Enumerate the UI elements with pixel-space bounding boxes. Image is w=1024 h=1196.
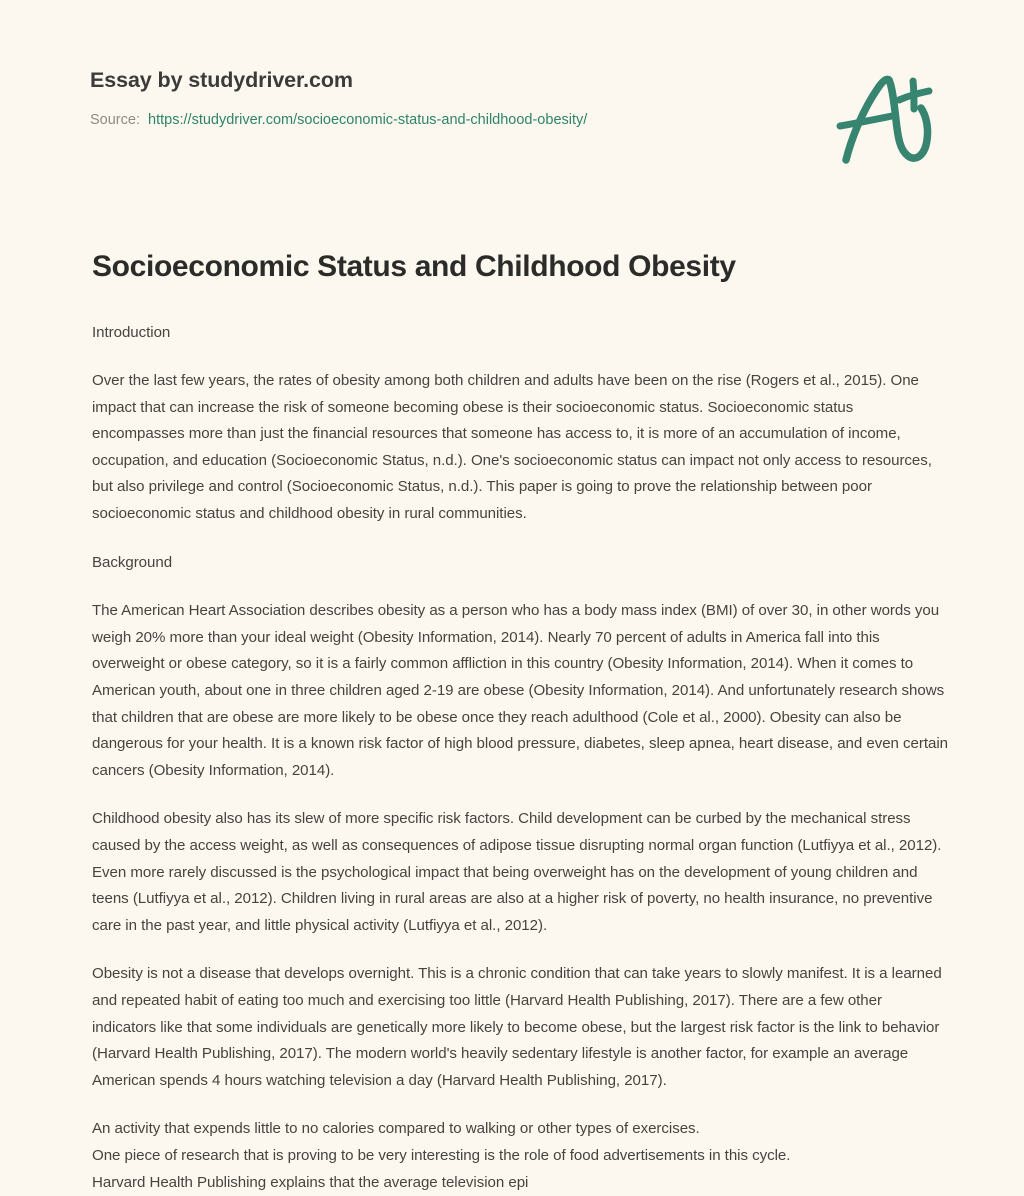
page-header	[0, 0, 1024, 200]
paragraph-background-1: The American Heart Association describes obesity as a person who has a body mass index (BMI) of over 30, in other words you weigh 20% more than your ideal weight (Obesity Information, 2014). Nearly 70 percent of adults in America fall into this overweight or obese category, so it is a fairly common affliction in this country (Obesity Information, 2014). When it comes to American youth, about one in three children aged 2-19 are obese (Obesity Information, 2014). And unfortunately research shows that children that are obese are more likely to be obese once they reach adulthood (Cole et al., 2000). Obesity can also be dangerous for your health. It is a known risk factor of high blood pressure, diabetes, sleep apnea, heart disease, and even certain cancers (Obesity Information, 2014).	[92, 602, 948, 779]
paragraph-background-4-line-1: An activity that expends little to no calories compared to walking or other types of exercises.	[92, 1120, 700, 1138]
source-line	[90, 110, 944, 130]
brand-title: Essay by studydriver.com	[90, 68, 353, 92]
paragraph-introduction: Over the last few years, the rates of obesity among both children and adults have been on the rise (Rogers et al., 2015). One impact that can increase the risk of someone becoming obese is their socioeconomic status. Socioeconomic status encompasses more than just the financial resources that someone has access to, it is more of an accumulation of income, occupation, and education (Socioeconomic Status, n.d.). One's socioeconomic status can impact not only access to resources, but also privilege and control (Socioeconomic Status, n.d.). This paper is going to prove the relationship between poor socioeconomic status and childhood obesity in rural communities.	[92, 372, 932, 523]
paragraph-background-2: Childhood obesity also has its slew of more specific risk factors. Child development can be curbed by the mechanical stress caused by the access weight, as well as consequences of adipose tissue disrupting normal organ function (Lutfiyya et al., 2012). Even more rarely discussed is the psychological impact that being overweight has on the development of young children and teens (Lutfiyya et al., 2012). Children living in rural areas are also at a higher risk of poverty, no health insurance, no preventive care in the past year, and little physical activity (Lutfiyya et al., 2012).	[92, 810, 942, 934]
section-heading-background: Background	[92, 553, 173, 571]
section-heading-introduction: Introduction	[92, 323, 171, 341]
paragraph-background-3: Obesity is not a disease that develops overnight. This is a chronic condition that can take years to slowly manifest. It is a learned and repeated habit of eating too much and exercising too little (Harvard Health Publishing, 2017). There are a few other indicators like that some individuals are genetically more likely to become obese, but the largest risk factor is the link to behavior (Harvard Health Publishing, 2017). The modern world's heavily sedentary lifestyle is another factor, for example an average American spends 4 hours watching television a day (Harvard Health Publishing, 2017).	[92, 965, 942, 1089]
document-body	[92, 248, 948, 1196]
paragraph-background-4-line-2: One piece of research that is proving to be very interesting is the role of food advertisements in this cycle.	[92, 1146, 791, 1164]
source-label: Source:	[90, 111, 140, 128]
source-url-link[interactable]: https://studydriver.com/socioeconomic-status-and-childhood-obesity/	[148, 111, 588, 128]
studydriver-logo	[826, 62, 946, 172]
paragraph-background-4-line-3: Harvard Health Publishing explains that the average television epi	[92, 1173, 529, 1191]
page-title: Socioeconomic Status and Childhood Obesity	[92, 250, 736, 283]
